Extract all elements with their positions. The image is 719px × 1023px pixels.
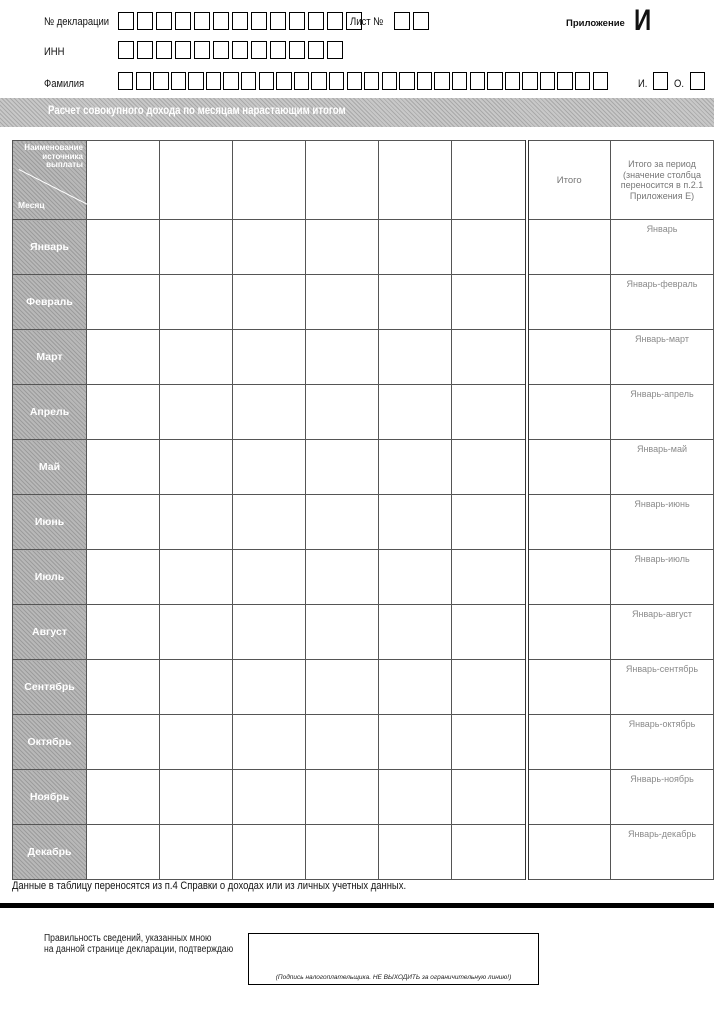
total-cell[interactable]: [527, 715, 611, 770]
amount-cell[interactable]: [452, 550, 527, 605]
amount-cell[interactable]: [233, 330, 306, 385]
period-label: Январь-апрель: [630, 389, 694, 399]
month-label: Апрель: [29, 406, 70, 418]
char-box[interactable]: [557, 72, 572, 90]
source-column-header[interactable]: [452, 141, 527, 220]
period-total-cell[interactable]: [611, 660, 714, 715]
confirmation-text: [44, 933, 233, 955]
month-cell: [13, 550, 87, 605]
total-cell[interactable]: [527, 660, 611, 715]
period-label: Январь: [646, 224, 678, 234]
amount-cell[interactable]: [87, 440, 160, 495]
amount-cell[interactable]: [233, 715, 306, 770]
signature-field[interactable]: [248, 933, 539, 985]
period-total-cell[interactable]: [611, 330, 714, 385]
char-box[interactable]: [136, 72, 151, 90]
table-row: [13, 550, 714, 605]
divider: [0, 903, 714, 908]
appendix-letter: И: [634, 4, 652, 37]
amount-cell[interactable]: [306, 275, 379, 330]
month-label: Ноябрь: [29, 791, 70, 803]
total-cell[interactable]: [527, 605, 611, 660]
amount-cell[interactable]: [379, 495, 452, 550]
amount-cell[interactable]: [160, 770, 233, 825]
char-box[interactable]: [171, 72, 186, 90]
char-box[interactable]: [156, 41, 172, 59]
amount-cell[interactable]: [233, 275, 306, 330]
source-column-header[interactable]: [87, 141, 160, 220]
period-total-cell[interactable]: [611, 495, 714, 550]
initial-o-input[interactable]: [690, 72, 705, 90]
char-box[interactable]: [270, 12, 286, 30]
amount-cell[interactable]: [87, 770, 160, 825]
total-cell[interactable]: [527, 550, 611, 605]
amount-cell[interactable]: [160, 660, 233, 715]
period-header: [611, 141, 714, 220]
source-column-header[interactable]: [233, 141, 306, 220]
char-box[interactable]: [540, 72, 555, 90]
char-box[interactable]: [452, 72, 467, 90]
month-label: Февраль: [26, 296, 73, 308]
char-box[interactable]: [118, 12, 134, 30]
amount-cell[interactable]: [452, 330, 527, 385]
char-box[interactable]: [270, 41, 286, 59]
period-header-label: Итого за период (значение столбца переносится в п.2.1 Приложения Е): [620, 159, 704, 201]
amount-cell[interactable]: [379, 825, 452, 880]
declaration-label: № декларации: [44, 16, 110, 28]
amount-cell[interactable]: [306, 550, 379, 605]
month-cell: [13, 770, 87, 825]
total-header-label: Итого: [556, 175, 582, 186]
confirmation-line-1: Правильность сведений, указанных мною: [44, 933, 212, 944]
amount-cell[interactable]: [452, 825, 527, 880]
char-box[interactable]: [175, 12, 191, 30]
amount-cell[interactable]: [379, 660, 452, 715]
initial-i-label: И.: [638, 78, 648, 90]
char-box[interactable]: [213, 12, 229, 30]
char-box[interactable]: [213, 41, 229, 59]
surname-label: Фамилия: [44, 78, 85, 90]
char-box[interactable]: [206, 72, 221, 90]
total-cell[interactable]: [527, 770, 611, 825]
table-row: [13, 440, 714, 495]
period-total-cell[interactable]: [611, 385, 714, 440]
period-total-cell[interactable]: [611, 440, 714, 495]
char-box[interactable]: [413, 12, 429, 30]
char-box[interactable]: [175, 41, 191, 59]
corner-header: [13, 141, 87, 220]
amount-cell[interactable]: [452, 440, 527, 495]
char-box[interactable]: [364, 72, 379, 90]
total-header: [527, 141, 611, 220]
amount-cell[interactable]: [160, 605, 233, 660]
char-box[interactable]: [329, 72, 344, 90]
table-row: [13, 770, 714, 825]
month-label: Август: [32, 626, 67, 638]
period-label: Январь-февраль: [626, 279, 698, 289]
signature-caption: (Подпись налогоплательщика. НЕ ВЫХОДИТЬ за ограничительную линию!): [275, 974, 512, 981]
amount-cell[interactable]: [160, 385, 233, 440]
char-box[interactable]: [434, 72, 449, 90]
amount-cell[interactable]: [379, 770, 452, 825]
char-box[interactable]: [294, 72, 309, 90]
amount-cell[interactable]: [87, 220, 160, 275]
amount-cell[interactable]: [306, 495, 379, 550]
inn-label: ИНН: [44, 46, 65, 58]
char-box[interactable]: [289, 12, 305, 30]
char-box[interactable]: [327, 41, 343, 59]
table-row: [13, 275, 714, 330]
char-box[interactable]: [327, 12, 343, 30]
period-total-cell[interactable]: [611, 770, 714, 825]
amount-cell[interactable]: [452, 605, 527, 660]
table-row: [13, 825, 714, 880]
char-box[interactable]: [232, 41, 248, 59]
amount-cell[interactable]: [233, 440, 306, 495]
char-box[interactable]: [137, 12, 153, 30]
month-cell: [13, 330, 87, 385]
month-label: Июнь: [34, 516, 65, 528]
total-cell[interactable]: [527, 825, 611, 880]
char-box[interactable]: [251, 41, 267, 59]
amount-cell[interactable]: [160, 550, 233, 605]
amount-cell[interactable]: [379, 220, 452, 275]
amount-cell[interactable]: [87, 550, 160, 605]
char-box[interactable]: [308, 41, 324, 59]
amount-cell[interactable]: [233, 550, 306, 605]
month-label: Январь: [30, 241, 69, 253]
period-total-cell[interactable]: [611, 825, 714, 880]
month-cell: [13, 385, 87, 440]
char-box[interactable]: [259, 72, 274, 90]
income-table: [12, 140, 713, 868]
month-label: Июль: [34, 571, 65, 583]
char-box[interactable]: [251, 12, 267, 30]
char-box[interactable]: [232, 12, 248, 30]
amount-cell[interactable]: [87, 495, 160, 550]
char-box[interactable]: [241, 72, 256, 90]
amount-cell[interactable]: [160, 330, 233, 385]
period-total-cell[interactable]: [611, 605, 714, 660]
amount-cell[interactable]: [87, 385, 160, 440]
table-header-row: [13, 141, 714, 220]
period-total-cell[interactable]: [611, 275, 714, 330]
char-box[interactable]: [308, 12, 324, 30]
char-box[interactable]: [153, 72, 168, 90]
char-box[interactable]: [470, 72, 485, 90]
amount-cell[interactable]: [306, 660, 379, 715]
month-cell: [13, 660, 87, 715]
sheet-number-input[interactable]: [394, 12, 429, 30]
char-box[interactable]: [394, 12, 410, 30]
month-cell: [13, 220, 87, 275]
char-box[interactable]: [137, 41, 153, 59]
amount-cell[interactable]: [306, 825, 379, 880]
amount-cell[interactable]: [379, 550, 452, 605]
table-row: [13, 220, 714, 275]
amount-cell[interactable]: [452, 385, 527, 440]
char-box[interactable]: [188, 72, 203, 90]
month-label: Декабрь: [27, 846, 72, 858]
source-column-header[interactable]: [379, 141, 452, 220]
total-cell[interactable]: [527, 275, 611, 330]
month-cell: [13, 605, 87, 660]
char-box[interactable]: [593, 72, 608, 90]
period-label: Январь-март: [635, 334, 689, 344]
month-cell: [13, 440, 87, 495]
char-box[interactable]: [156, 12, 172, 30]
char-box[interactable]: [118, 72, 133, 90]
char-box[interactable]: [347, 72, 362, 90]
amount-cell[interactable]: [379, 715, 452, 770]
period-label: Январь-ноябрь: [630, 774, 694, 784]
period-label: Январь-сентябрь: [625, 664, 699, 674]
table-row: [13, 660, 714, 715]
table-source-note: Данные в таблицу переносятся из п.4 Справки о доходах или из личных учетных данных.: [12, 880, 407, 892]
amount-cell[interactable]: [306, 330, 379, 385]
table-row: [13, 715, 714, 770]
amount-cell[interactable]: [379, 330, 452, 385]
amount-cell[interactable]: [452, 220, 527, 275]
char-box[interactable]: [194, 41, 210, 59]
char-box[interactable]: [223, 72, 238, 90]
char-box[interactable]: [311, 72, 326, 90]
amount-cell[interactable]: [160, 220, 233, 275]
total-cell[interactable]: [527, 220, 611, 275]
corner-source-label: Наименование источника выплаты: [24, 143, 83, 169]
char-box[interactable]: [505, 72, 520, 90]
amount-cell[interactable]: [379, 385, 452, 440]
amount-cell[interactable]: [87, 660, 160, 715]
table-row: [13, 605, 714, 660]
amount-cell[interactable]: [233, 220, 306, 275]
amount-cell[interactable]: [160, 275, 233, 330]
period-label: Январь-июль: [634, 554, 690, 564]
amount-cell[interactable]: [306, 605, 379, 660]
char-box[interactable]: [522, 72, 537, 90]
char-box[interactable]: [194, 12, 210, 30]
amount-cell[interactable]: [87, 715, 160, 770]
amount-cell[interactable]: [306, 715, 379, 770]
table-row: [13, 385, 714, 440]
period-total-cell[interactable]: [611, 550, 714, 605]
sheet-label: Лист №: [350, 16, 384, 28]
char-box[interactable]: [276, 72, 291, 90]
amount-cell[interactable]: [233, 825, 306, 880]
surname-input[interactable]: [118, 72, 608, 90]
char-box[interactable]: [289, 41, 305, 59]
char-box[interactable]: [417, 72, 432, 90]
amount-cell[interactable]: [379, 275, 452, 330]
period-label: Январь-август: [632, 609, 692, 619]
month-label: Май: [38, 461, 61, 473]
total-cell[interactable]: [527, 385, 611, 440]
source-column-header[interactable]: [160, 141, 233, 220]
char-box[interactable]: [382, 72, 397, 90]
char-box[interactable]: [399, 72, 414, 90]
amount-cell[interactable]: [160, 495, 233, 550]
amount-cell[interactable]: [87, 330, 160, 385]
amount-cell[interactable]: [233, 495, 306, 550]
month-cell: [13, 715, 87, 770]
amount-cell[interactable]: [160, 825, 233, 880]
char-box[interactable]: [487, 72, 502, 90]
period-label: Январь-май: [636, 444, 688, 454]
inn-input[interactable]: [118, 41, 343, 59]
period-label: Январь-октябрь: [628, 719, 696, 729]
amount-cell[interactable]: [233, 385, 306, 440]
period-label: Январь-декабрь: [627, 829, 697, 839]
amount-cell[interactable]: [306, 385, 379, 440]
initial-o-label: О.: [674, 78, 684, 90]
corner-month-label: Месяц: [18, 200, 45, 210]
month-cell: [13, 275, 87, 330]
amount-cell[interactable]: [87, 825, 160, 880]
amount-cell[interactable]: [306, 440, 379, 495]
amount-cell[interactable]: [452, 715, 527, 770]
confirmation-line-2: на данной странице декларации, подтверждаю: [44, 944, 234, 955]
month-cell: [13, 825, 87, 880]
total-cell[interactable]: [527, 440, 611, 495]
amount-cell[interactable]: [379, 440, 452, 495]
total-cell[interactable]: [527, 330, 611, 385]
amount-cell[interactable]: [87, 275, 160, 330]
month-cell: [13, 495, 87, 550]
initial-i-input[interactable]: [653, 72, 668, 90]
amount-cell[interactable]: [379, 605, 452, 660]
char-box[interactable]: [118, 41, 134, 59]
total-cell[interactable]: [527, 495, 611, 550]
declaration-number-input[interactable]: [118, 12, 362, 30]
amount-cell[interactable]: [233, 660, 306, 715]
amount-cell[interactable]: [452, 275, 527, 330]
amount-cell[interactable]: [160, 440, 233, 495]
period-total-cell[interactable]: [611, 220, 714, 275]
amount-cell[interactable]: [452, 495, 527, 550]
amount-cell[interactable]: [306, 770, 379, 825]
char-box[interactable]: [575, 72, 590, 90]
amount-cell[interactable]: [306, 220, 379, 275]
month-label: Март: [36, 351, 63, 363]
table-row: [13, 330, 714, 385]
appendix-label: Приложение: [566, 18, 625, 29]
period-total-cell[interactable]: [611, 715, 714, 770]
amount-cell[interactable]: [160, 715, 233, 770]
table-row: [13, 495, 714, 550]
month-label: Октябрь: [27, 736, 72, 748]
month-label: Сентябрь: [24, 681, 75, 693]
section-banner: [0, 98, 714, 127]
source-column-header[interactable]: [306, 141, 379, 220]
amount-cell[interactable]: [233, 605, 306, 660]
amount-cell[interactable]: [233, 770, 306, 825]
amount-cell[interactable]: [87, 605, 160, 660]
amount-cell[interactable]: [452, 660, 527, 715]
period-label: Январь-июнь: [634, 499, 690, 509]
section-title: Расчет совокупного дохода по месяцам нарастающим итогом: [48, 105, 346, 117]
amount-cell[interactable]: [452, 770, 527, 825]
